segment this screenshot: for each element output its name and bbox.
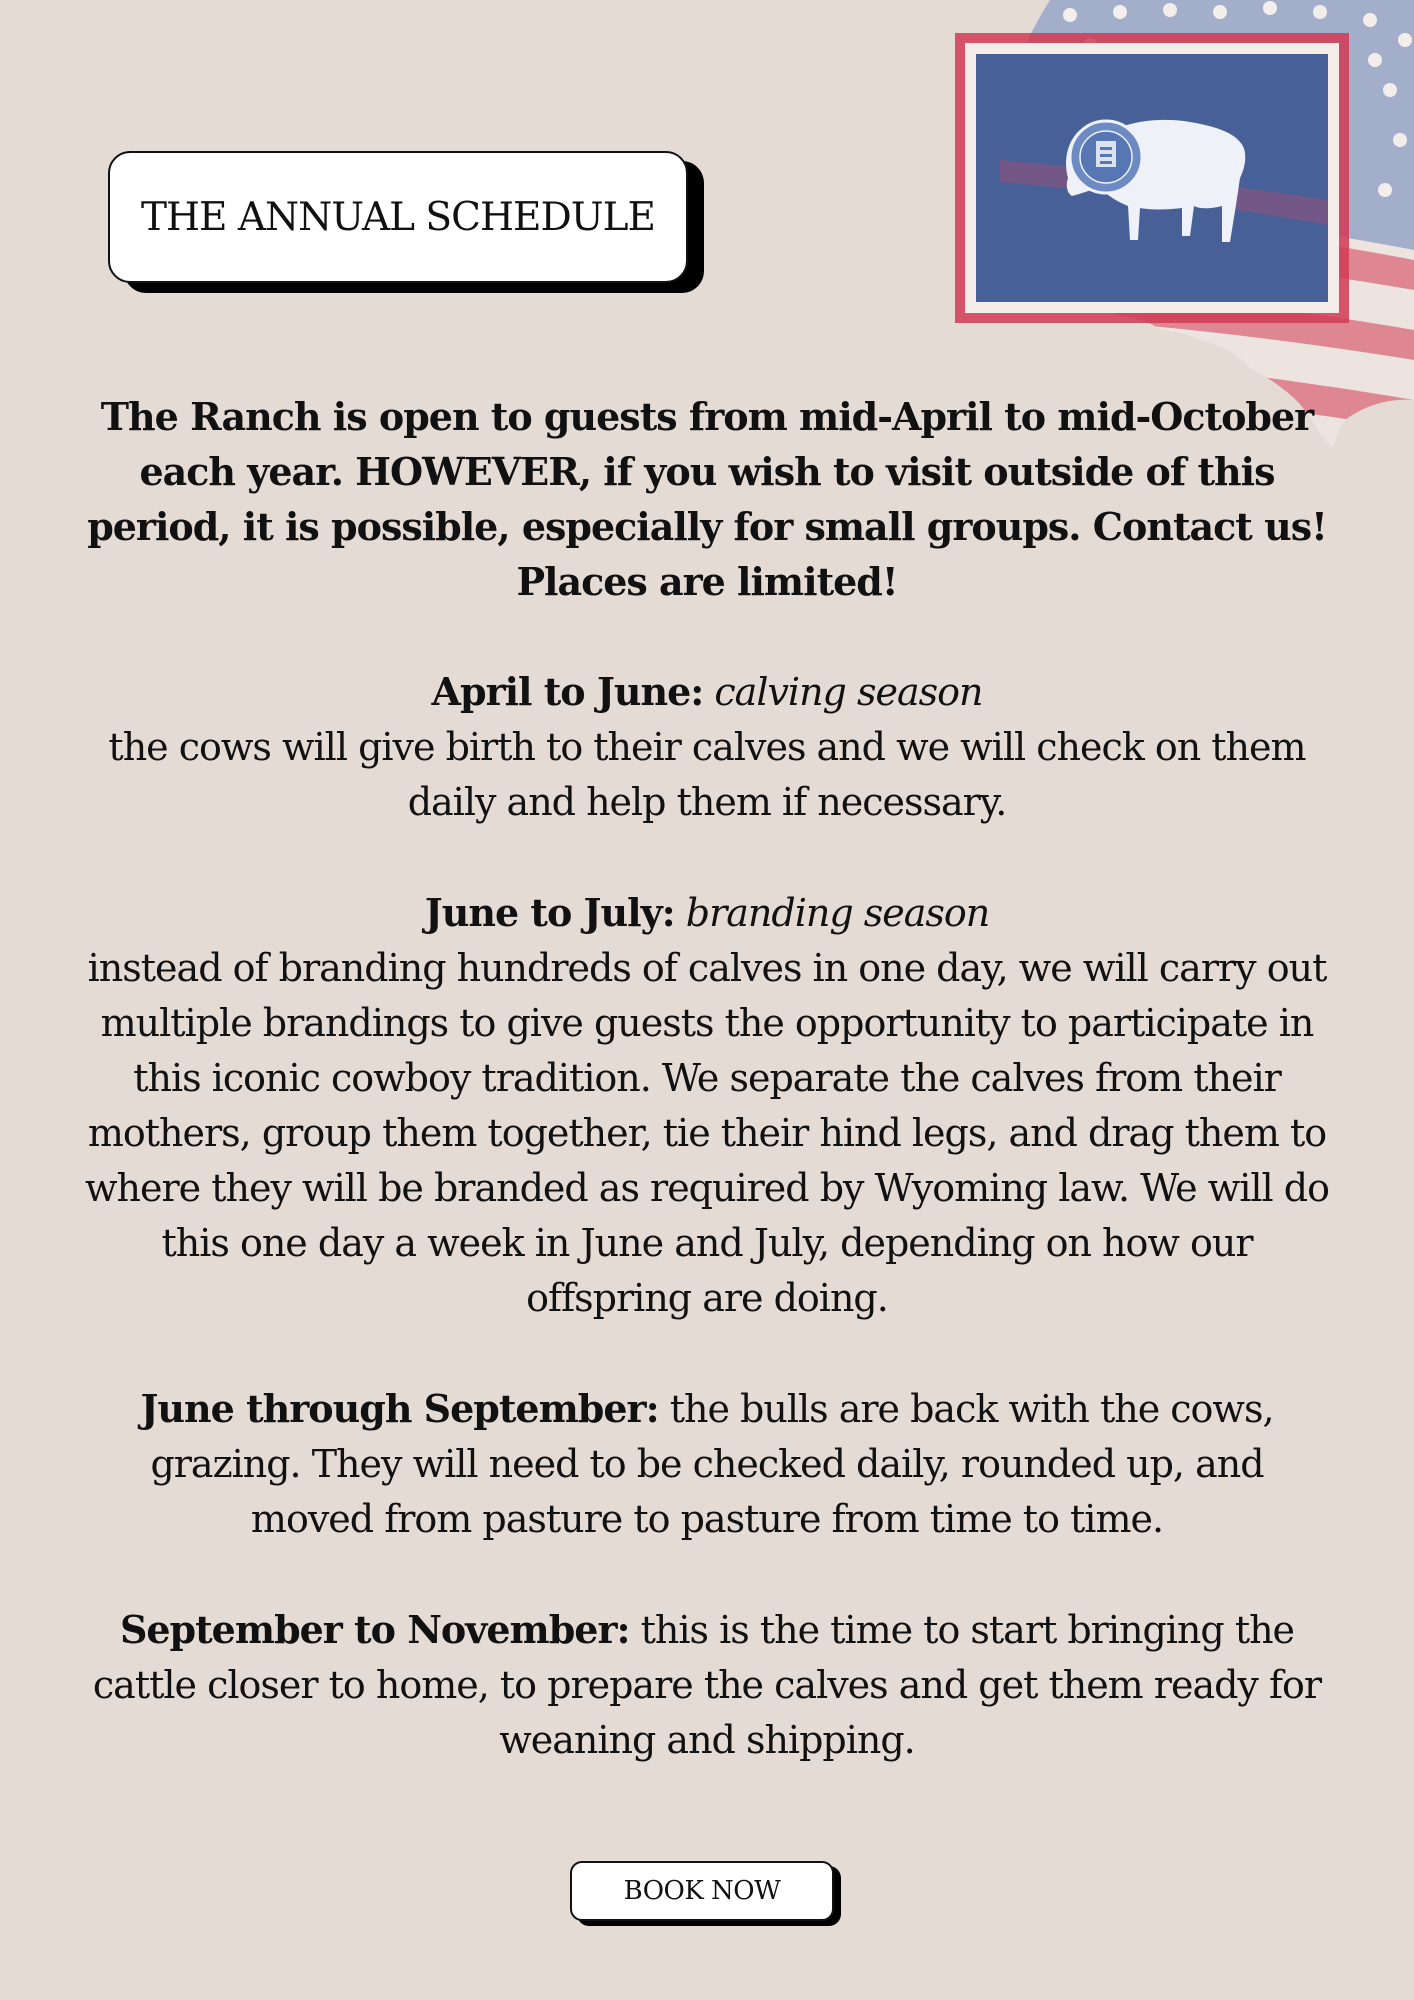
schedule-item-grazing [84,1381,1330,1547]
schedule-term: June to July: [424,890,675,935]
title-badge [108,151,688,283]
schedule-item-weaning [84,1602,1330,1768]
schedule-term: June through September: [140,1386,659,1431]
schedule-heading [84,664,1330,720]
schedule-text: this is the time to start bringing the cattle closer to home, to prepare the calves and get them ready for weaning and shipping. [92,1608,1322,1762]
schedule-item-branding [84,885,1330,1326]
schedule-text: the cows will give birth to their calves and we will check on them daily and help them if necessary. [108,725,1306,824]
great-seal-icon [1070,121,1142,193]
schedule-item-calving [84,664,1330,830]
schedule-content [84,389,1330,1768]
book-now-label: BOOK NOW [623,1876,781,1906]
schedule-term: September to November: [119,1607,630,1652]
schedule-subtitle: branding season [685,891,990,935]
schedule-term: April to June: [431,669,704,714]
page-title: THE ANNUAL SCHEDULE [141,194,655,240]
intro-paragraph: The Ranch is open to guests from mid-April to mid-October each year. HOWEVER, if you wish to visit outside of this period, it is possible, especially for small groups. Contact us! Places are limited! [87,394,1327,604]
schedule-text: instead of branding hundreds of calves in one day, we will carry out multiple brandings to give guests the opportunity to participate in this iconic cowboy tradition. We separate the calves from their mothers, group them together, tie their hind legs, and drag them to where they will be branded as required by Wyoming law. We will do this one day a week in June and July, depending on how our offspring are doing. [85,946,1329,1320]
book-now-button[interactable] [570,1861,834,1921]
schedule-subtitle: calving season [714,670,983,714]
schedule-text: the bulls are back with the cows, grazing. They will need to be checked daily, rounded up, and moved from pasture to pasture from time to time. [150,1387,1274,1541]
schedule-heading [84,885,1330,941]
